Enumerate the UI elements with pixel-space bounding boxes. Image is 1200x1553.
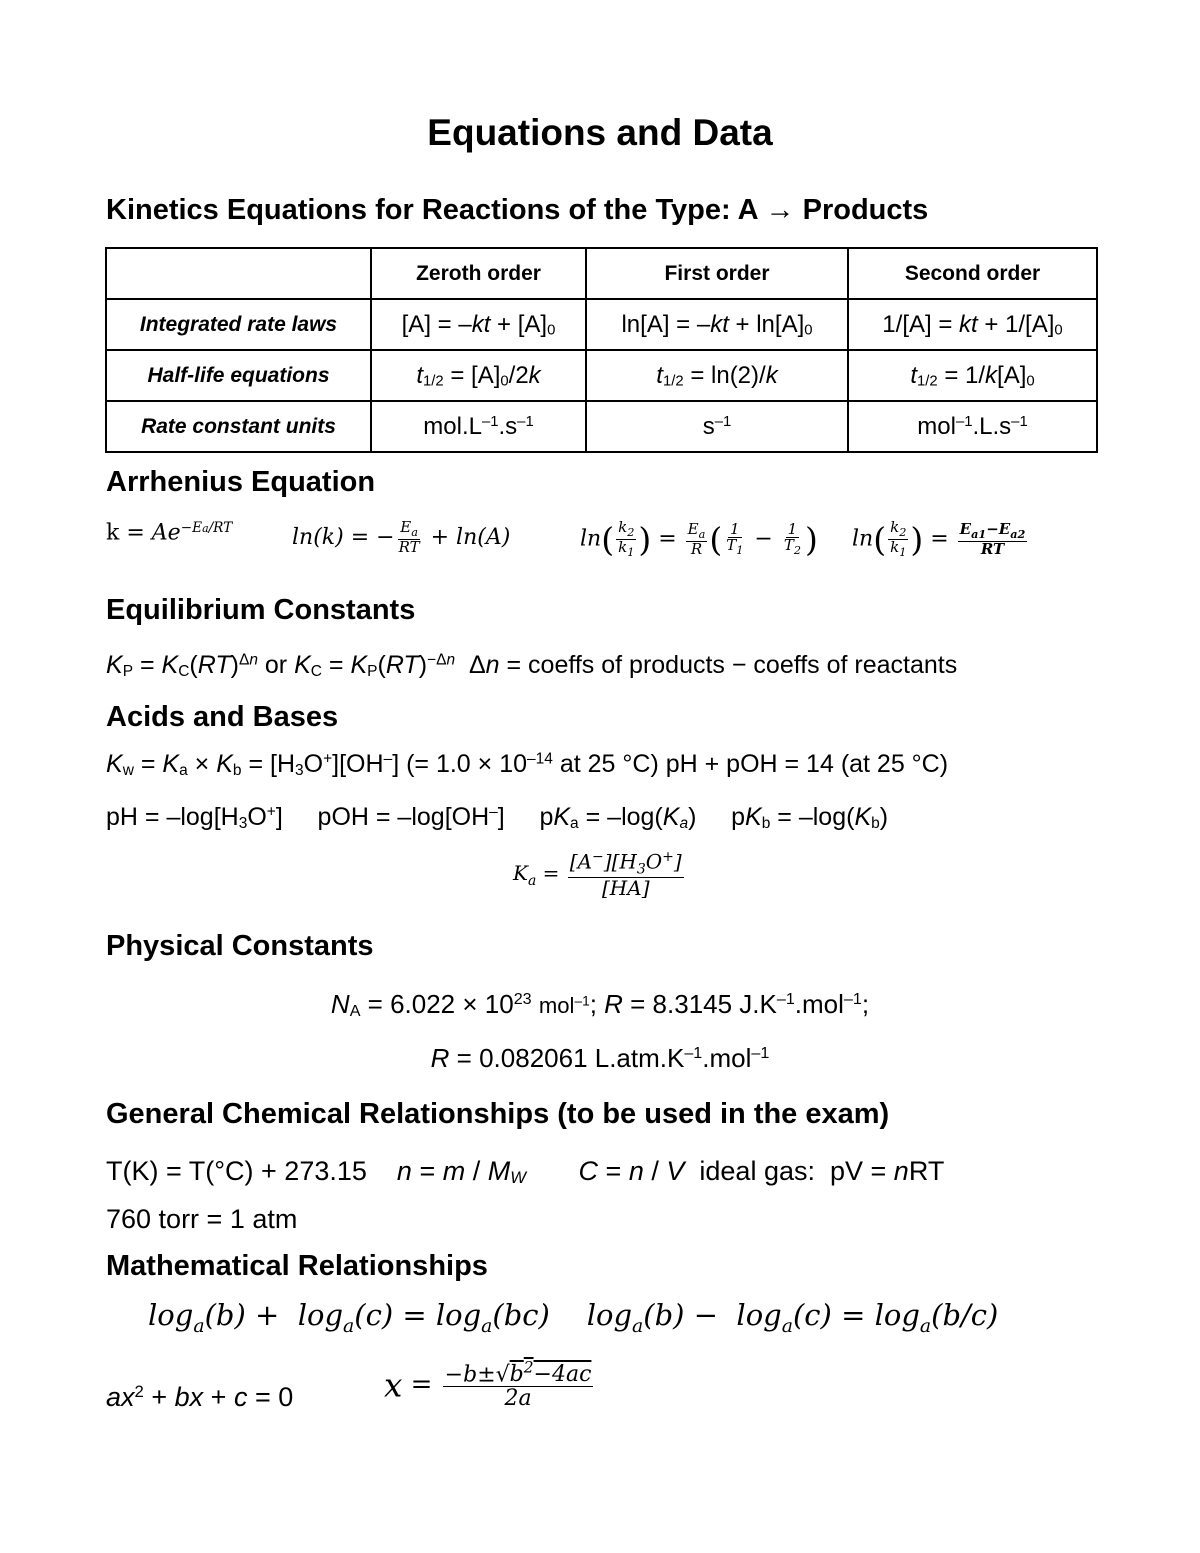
page-title: Equations and Data [427,112,773,153]
header-blank [106,248,371,299]
arrhenius-equation-1: $k = Ae^{-Ea/RT}$ [106,520,233,546]
quadratic-formula: x = $\frac{-b\pm√b^2-4ac}{2a}$ [384,1359,592,1412]
avogadro-gas-constant: NA = $6.022 \times 10^{23}$ mol$^{-1}$; R = 8.3145 $J.K^{-1}.mol^{-1}$; [330,989,870,1020]
cell-integrated-zeroth: [A] = –kt + [A]0 [371,299,586,350]
ph-definitions: pH = –log[H3O+] pOH = –log[OH–] pKa = –log(Ka) pKb = –log(Kb) [106,803,889,832]
cell-units-second: $mol^{-1}.L.s^{-1}$ [848,401,1097,452]
cell-halflife-first: t1/2 = ln(2)/k [586,350,848,401]
table-row [106,401,1097,452]
cell-units-first: $s^{-1}$ [586,401,848,452]
arrhenius-equation-3: ln( $\frac{k_2}{k_1}$ ) = $\frac{E_a}{R}$ ( $\frac{1}{T_1}$ − $\frac{1}{T_2}$ ) [580,518,818,559]
cell-halflife-zeroth: t1/2 = [A]0/2k [371,350,586,401]
row-label-units: Rate constant units [106,401,371,452]
header-zeroth: Zeroth order [371,248,586,299]
cell-units-zeroth: $mol.L^{-1}.s^{-1}$ [371,401,586,452]
kw-equation: Kw = Ka × Kb = [H3O+][OH–] (= $1.0 \times 10^{-14}$ at 25 °C) pH + pOH = 14 (at 25 °C) [106,750,949,779]
row-label-integrated: Integrated rate laws [106,299,371,350]
general-heading: General Chemical Relationships (to be used in the exam) [106,1098,890,1130]
equilibrium-delta-definition: = coeffs of products − coeffs of reactants [506,651,958,679]
header-first: First order [586,248,848,299]
acids-heading: Acids and Bases [106,701,339,733]
cell-integrated-second: 1/[A] = kt + 1/[A]0 [848,299,1097,350]
cell-halflife-second: t1/2 = 1/k[A]0 [848,350,1097,401]
row-label-halflife: Half-life equations [106,350,371,401]
arrhenius-equation-2: ln(k) = − $\frac{E_a}{RT}$ + ln(A) [292,518,511,556]
ka-expression: $K_a$ = $\frac{[A^-][H_3O^+]}{[HA]}$ [513,849,682,901]
gas-constant-atm: R = 0.082061 $L.atm.K^{-1}.mol^{-1}$ [430,1043,770,1073]
kw-tail: at 25 °C) pH + pOH = 14 (at 25 °C) [559,750,949,778]
equilibrium-equation: KP = KC(RT)$^{\Delta n}$ or KC = KP(RT)$^{-\Delta n}$ Δn = coeffs of products − coeffs of reactants [106,651,958,680]
pressure-conversion: 760 torr = 1 atm [106,1204,298,1234]
equilibrium-or: or [264,651,288,679]
cell-integrated-first: ln[A] = –kt + ln[A]0 [586,299,848,350]
general-relationships: T(K) = T(°C) + 273.15 n = m / MW C = n / V ideal gas: pV = nRT [106,1156,945,1187]
arrhenius-heading: Arrhenius Equation [106,466,376,498]
arrhenius-equation-4: ln( $\frac{k_2}{k_1}$ ) = $\frac{E_{a1}-E_{a2}}{RT}$ [852,518,1026,559]
equilibrium-heading: Equilibrium Constants [106,594,416,626]
physical-heading: Physical Constants [106,930,374,962]
math-heading: Mathematical Relationships [106,1250,488,1282]
table-row [106,299,1097,350]
log-rules: $\log_a(b) + \log_a(c) = \log_a(bc)$ $\log_a(b) - \log_a(c) = \log_a(b/c)$ [148,1298,999,1337]
table-row [106,350,1097,401]
kinetics-table [105,247,1098,453]
quadratic-equation: $ax^2$ + bx + c = 0 [106,1382,294,1413]
kinetics-heading: Kinetics Equations for Reactions of the Type: A → Products [106,194,929,226]
table-header-row [106,248,1097,299]
header-second: Second order [848,248,1097,299]
